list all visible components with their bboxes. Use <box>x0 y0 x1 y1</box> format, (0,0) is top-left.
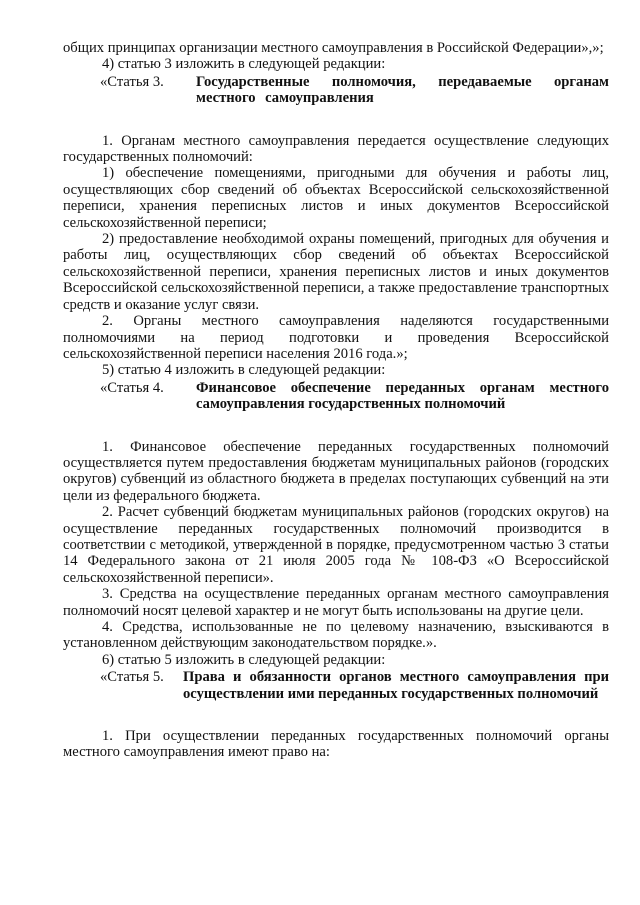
article-5-title: Права и обязанности органов местного самоуправления при осуществлении ими переданных государственных полномочий <box>183 669 609 702</box>
paragraph-continuation: общих принципах организации местного самоуправления в Российской Федерации»,»; <box>63 40 604 56</box>
article-4-part-1: 1. Финансовое обеспечение переданных государственных полномочий осуществляется путем предоставления бюджетам муниципальных районов (городских округов) субвенций из областного бюджета в пределах поступающих субвенций на эти цели из федерального бюджета. <box>63 438 609 504</box>
article-5-part-1: 1. При осуществлении переданных государственных полномочий органы местного самоуправления имеют право на: <box>63 728 609 761</box>
article-4-part-4: 4. Средства, использованные не по целевому назначению, взыскиваются в установленном действующим законодательством порядке.». <box>63 619 609 652</box>
amendment-item-6: 6) статью 5 изложить в следующей редакции: <box>102 651 386 668</box>
article-3-part-2: 2. Органы местного самоуправления наделяются государственными полномочиями на период подготовки и проведения Всероссийской сельскохозяйственной переписи населения 2016 года.»; <box>63 313 609 362</box>
article-3-label: «Статья 3. <box>100 73 164 90</box>
article-4-title: Финансовое обеспечение переданных органам местного самоуправления государственных полномочий <box>196 379 609 413</box>
article-4-heading <box>63 380 609 413</box>
article-3-part-1: 1. Органам местного самоуправления передается осуществление следующих государственных полномочий: <box>63 132 609 166</box>
article-3-heading <box>63 74 609 107</box>
article-4-part-2: 2. Расчет субвенций бюджетам муниципальных районов (городских округов) на осуществление переданных государственных полномочий производится в соответствии с методикой, утвержденной в порядке, предусмотренном частью 3 статьи 14 Федерального закона от 21 июля 2005 года № 108-ФЗ «О Всероссийской сельскохозяйственной переписи». <box>63 504 609 586</box>
article-3-item-1: 1) обеспечение помещениями, пригодными для обучения и работы лиц, осуществляющих сбор сведений об объектах Всероссийской сельскохозяйственной переписи, хранения переписных листов и иных документов Всероссийской сельскохозяйственной переписи; <box>63 165 609 231</box>
article-4-label: «Статья 4. <box>100 379 164 396</box>
article-3-item-2: 2) предоставление необходимой охраны помещений, пригодных для обучения и работы лиц, осуществляющих сбор сведений об объектах Всероссийской сельскохозяйственной переписи, хранения переписных листов и иных документов Всероссийской сельскохозяйственной переписи, а также предоставление транспортных средств и оказание услуг связи. <box>63 231 609 313</box>
amendment-item-5: 5) статью 4 изложить в следующей редакции: <box>102 362 386 379</box>
article-5-label: «Статья 5. <box>100 669 164 686</box>
article-3-title: Государственные полномочия, передаваемые органам местного самоуправления <box>196 73 609 107</box>
article-5-heading <box>63 669 609 702</box>
article-4-part-3: 3. Средства на осуществление переданных органам местного самоуправления полномочий носят целевой характер и не могут быть использованы на другие цели. <box>63 586 609 619</box>
amendment-item-4: 4) статью 3 изложить в следующей редакции: <box>102 56 386 73</box>
